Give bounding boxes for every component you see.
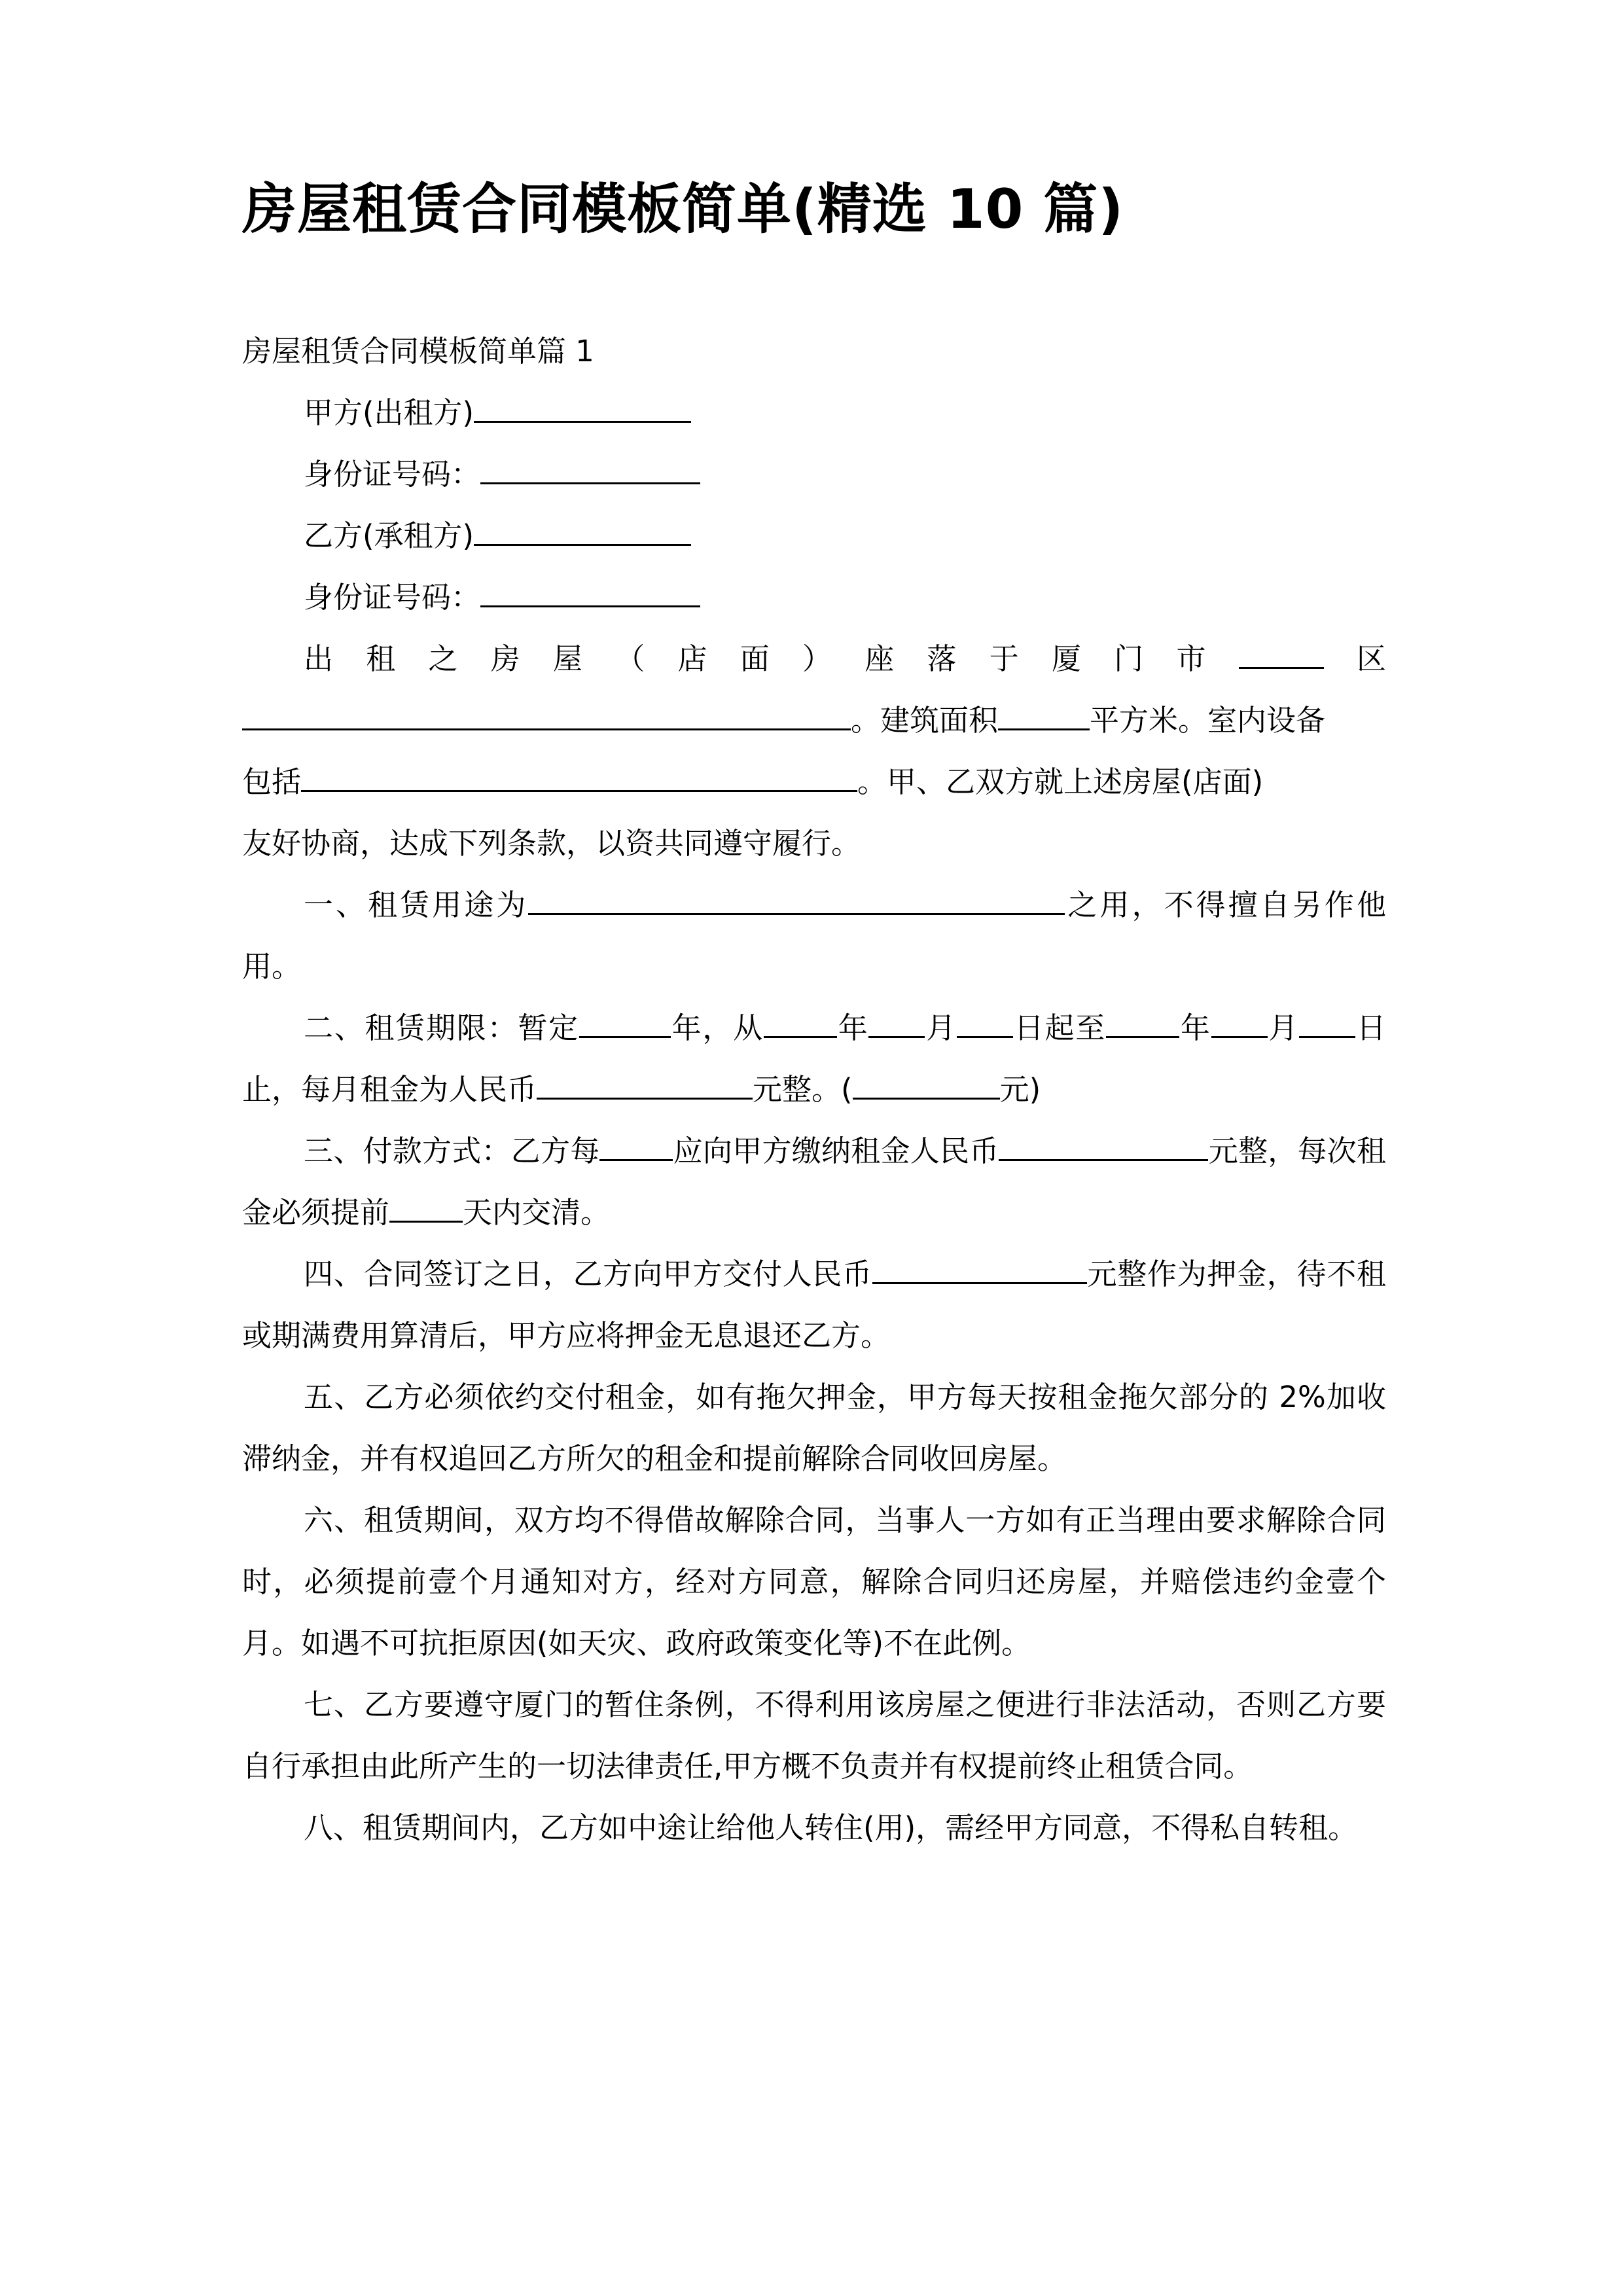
clause-blank-period[interactable]: [599, 1129, 673, 1161]
clause-number: 八、: [304, 1810, 363, 1845]
clause-item: [242, 874, 1386, 997]
clause-text: 元整，每次租金必须提前: [242, 1134, 1386, 1230]
landlord-id-label: 身份证号码：: [304, 457, 481, 492]
clause-blank-amount[interactable]: [999, 1129, 1208, 1161]
facilities-suffix: 。甲、乙双方就上述房屋(店面): [857, 764, 1264, 799]
premises-line-4: 友好协商，达成下列条款，以资共同遵守履行。: [242, 826, 861, 861]
facilities-blank[interactable]: [301, 760, 857, 792]
clause-item: [242, 997, 1386, 1121]
clause-text: 元整作为押金，待不租或期满费用算清后，甲方应将押金无息退还乙方。: [242, 1257, 1386, 1353]
clause-text: 之用，不得擅自另作他用。: [242, 888, 1386, 984]
clause-number: 二、: [304, 1011, 365, 1045]
tenant-id-line: [242, 567, 1386, 628]
clause-number: 五、: [304, 1380, 365, 1414]
landlord-name-blank[interactable]: [474, 391, 691, 423]
landlord-id-blank[interactable]: [480, 452, 700, 484]
premises-location-text: 出租之房屋（店面）座落于厦门市: [304, 641, 1239, 676]
tenant-id-blank[interactable]: [480, 575, 700, 607]
clause-text: 应向甲方缴纳租金人民币: [673, 1134, 999, 1168]
clause-text: 乙方必须依约交付租金，如有拖欠押金，甲方每天按租金拖欠部分的 2%加收滞纳金，并有权追回乙方所欠的租金和提前解除合同收回房屋。: [242, 1380, 1386, 1476]
clause-number: 三、: [304, 1134, 363, 1168]
clause-text: 年: [836, 1011, 869, 1045]
tenant-name-blank[interactable]: [474, 514, 691, 546]
premises-line-3: [242, 751, 1386, 813]
clause-text: 年: [1179, 1011, 1211, 1045]
clause-text: 租赁用途为: [368, 888, 529, 922]
clause-item: [242, 1797, 1386, 1859]
clause-number: 六、: [304, 1503, 364, 1537]
clause-text: 乙方要遵守厦门的暂住条例，不得利用该房屋之便进行非法活动，否则乙方要自行承担由此所产生的一切法律责任,甲方概不负责并有权提前终止租赁合同。: [242, 1687, 1386, 1784]
premises-area-suffix: 平方米。室内设备: [1090, 703, 1326, 738]
premises-area-prefix: 。建筑面积: [851, 703, 999, 738]
tenant-id-label: 身份证号码：: [304, 580, 481, 615]
premises-address-blank[interactable]: [242, 698, 851, 730]
premises-line-2: [242, 690, 1386, 751]
clause-text: 付款方式：乙方每: [363, 1134, 600, 1168]
landlord-line: [242, 382, 1386, 444]
clause-text: 租赁期间，双方均不得借故解除合同，当事人一方如有正当理由要求解除合同时，必须提前壹个月通知对方，经对方同意，解除合同归还房屋，并赔偿违约金壹个月。如遇不可抗拒原因(如天灾、政府政策变化等)不在此例。: [242, 1503, 1386, 1660]
clause-blank-end-year[interactable]: [1106, 1006, 1179, 1038]
clause-blank-end-month[interactable]: [1211, 1006, 1268, 1038]
clause-item: [242, 1490, 1386, 1674]
clause-text: 租赁期间内，乙方如中途让给他人转住(用)，需经甲方同意，不得私自转租。: [363, 1810, 1358, 1845]
clause-text: 元): [999, 1072, 1041, 1107]
tenant-label: 乙方(承租方): [304, 518, 474, 553]
clause-blank-rent[interactable]: [537, 1067, 753, 1100]
clause-item: [242, 1121, 1386, 1244]
clause-text: 日起至: [1013, 1011, 1107, 1045]
clause-item: [242, 1244, 1386, 1367]
landlord-label: 甲方(出租方): [304, 395, 474, 430]
clause-number: 七、: [304, 1687, 364, 1722]
clause-blank-deposit[interactable]: [872, 1252, 1087, 1284]
clause-blank[interactable]: [528, 883, 1065, 915]
premises-line-1: [242, 628, 1386, 690]
clause-text: 日止，每月租金为人民币: [242, 1011, 1386, 1107]
clause-list: [242, 874, 1386, 1859]
clause-item: [242, 1674, 1386, 1797]
clause-blank-start-year[interactable]: [764, 1006, 837, 1038]
landlord-id-line: [242, 444, 1386, 505]
clause-blank-end-day[interactable]: [1299, 1006, 1355, 1038]
clause-text: 租赁期限：暂定: [365, 1011, 579, 1045]
premises-district-label: 区: [1323, 641, 1386, 676]
clause-blank-days[interactable]: [389, 1191, 463, 1223]
clause-text: 合同签订之日，乙方向甲方交付人民币: [363, 1257, 872, 1291]
clause-item: [242, 1367, 1386, 1490]
document-body: [242, 321, 1386, 1859]
premises-area-blank[interactable]: [998, 698, 1090, 730]
clause-blank-years[interactable]: [579, 1006, 671, 1038]
page-title: 房屋租赁合同模板简单(精选 10 篇): [242, 177, 1124, 241]
clause-blank-rent-figures[interactable]: [853, 1067, 1000, 1100]
clause-text: 年，从: [670, 1011, 764, 1045]
clause-text: 月: [925, 1011, 957, 1045]
clause-text: 月: [1267, 1011, 1300, 1045]
clause-text: 元整。(: [753, 1072, 853, 1107]
clause-text: 天内交清。: [463, 1195, 611, 1230]
clause-blank-start-month[interactable]: [868, 1006, 925, 1038]
tenant-line: [242, 505, 1386, 567]
facilities-prefix: 包括: [242, 764, 302, 799]
section-subheading: 房屋租赁合同模板简单篇 1: [242, 334, 594, 368]
premises-district-blank[interactable]: [1239, 637, 1324, 669]
clause-blank-start-day[interactable]: [957, 1006, 1013, 1038]
clause-number: 一、: [304, 888, 368, 922]
clause-number: 四、: [304, 1257, 364, 1291]
